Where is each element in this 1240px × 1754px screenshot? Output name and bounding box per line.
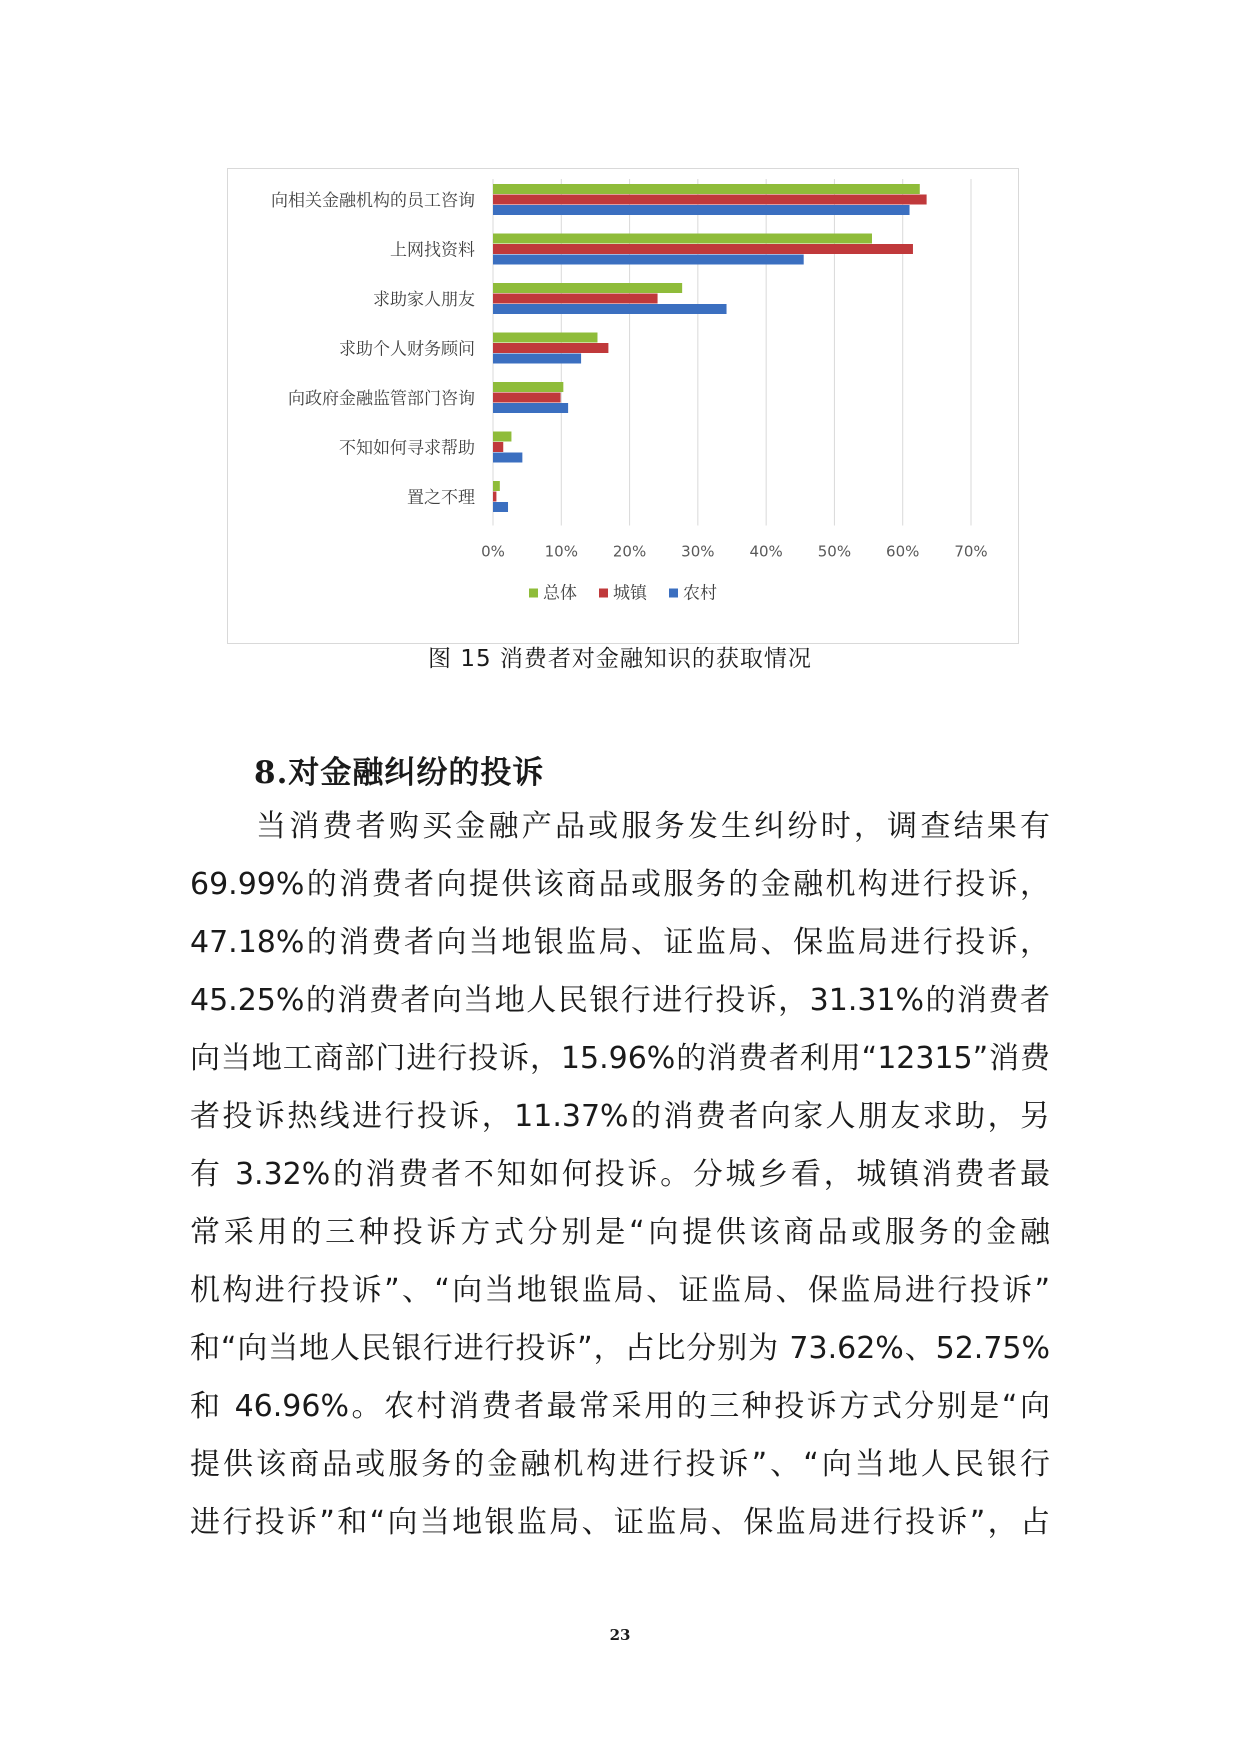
bar [493,442,503,452]
chart-container [227,168,1019,644]
paragraph-line: 69.99%的消费者向提供该商品或服务的金融机构进行投诉， [190,867,1050,902]
bar [493,354,581,364]
category-label: 向相关金融机构的员工咨询 [271,190,475,211]
legend-label: 总体 [543,583,577,604]
paragraph-line: 当消费者购买金融产品或服务发生纠纷时，调查结果有 [256,809,1050,844]
category-label: 不知如何寻求帮助 [339,438,475,459]
category-label: 求助个人财务顾问 [339,339,475,360]
section-heading: 8.对金融纠纷的投诉 [254,755,545,791]
paragraph-line: 机构进行投诉”、“向当地银监局、证监局、保监局进行投诉” [190,1273,1050,1308]
paragraph-line: 45.25%的消费者向当地人民银行进行投诉，31.31%的消费者 [190,983,1050,1018]
bar [493,283,682,293]
x-tick-label: 0% [481,542,505,561]
paragraph-line: 进行投诉”和“向当地银监局、证监局、保监局进行投诉”，占 [190,1505,1050,1540]
bar [493,382,563,392]
x-tick-label: 10% [544,542,578,561]
x-tick-label: 20% [612,542,647,561]
bar [493,403,568,413]
bar [493,432,511,442]
category-label: 置之不理 [407,487,475,508]
x-tick-label: 40% [749,542,783,561]
paragraph-line: 者投诉热线进行投诉，11.37%的消费者向家人朋友求助，另 [190,1099,1050,1134]
category-label: 上网找资料 [390,240,475,261]
bar [493,502,508,512]
legend-swatch [529,589,538,598]
paragraph-line: 常采用的三种投诉方式分别是“向提供该商品或服务的金融 [190,1215,1050,1250]
paragraph-line: 和“向当地人民银行进行投诉”，占比分别为 73.62%、52.75% [190,1331,1050,1366]
bar [493,184,920,194]
bar [493,333,597,343]
bar [493,244,913,254]
bar [493,234,872,244]
paragraph-line: 47.18%的消费者向当地银监局、证监局、保监局进行投诉， [190,925,1050,960]
paragraph-line: 有 3.32%的消费者不知如何投诉。分城乡看，城镇消费者最 [190,1157,1050,1192]
bar [493,294,658,304]
page-number: 23 [609,1626,631,1644]
category-label: 向政府金融监管部门咨询 [288,388,475,409]
paragraph-line: 向当地工商部门进行投诉，15.96%的消费者利用“12315”消费 [190,1041,1050,1076]
x-tick-label: 70% [954,542,988,561]
bar-chart [228,169,1018,643]
bar [493,453,522,463]
legend-swatch [599,589,608,598]
bar [493,492,496,502]
figure-caption: 图 15 消费者对金融知识的获取情况 [428,646,812,672]
legend-label: 城镇 [613,583,647,604]
bar [493,195,927,205]
paragraph-line: 提供该商品或服务的金融机构进行投诉”、“向当地人民银行 [190,1447,1050,1482]
x-tick-label: 30% [681,542,715,561]
x-tick-label: 50% [817,542,852,561]
x-tick-label: 60% [886,542,920,561]
category-label: 求助家人朋友 [373,289,475,310]
paragraph-line: 和 46.96%。农村消费者最常采用的三种投诉方式分别是“向 [190,1389,1050,1424]
legend-swatch [669,589,678,598]
bar [493,343,608,353]
bar [493,205,910,215]
bar [493,393,561,403]
bar [493,304,727,314]
bar [493,255,804,265]
legend-label: 农村 [683,583,717,604]
bar [493,481,500,491]
